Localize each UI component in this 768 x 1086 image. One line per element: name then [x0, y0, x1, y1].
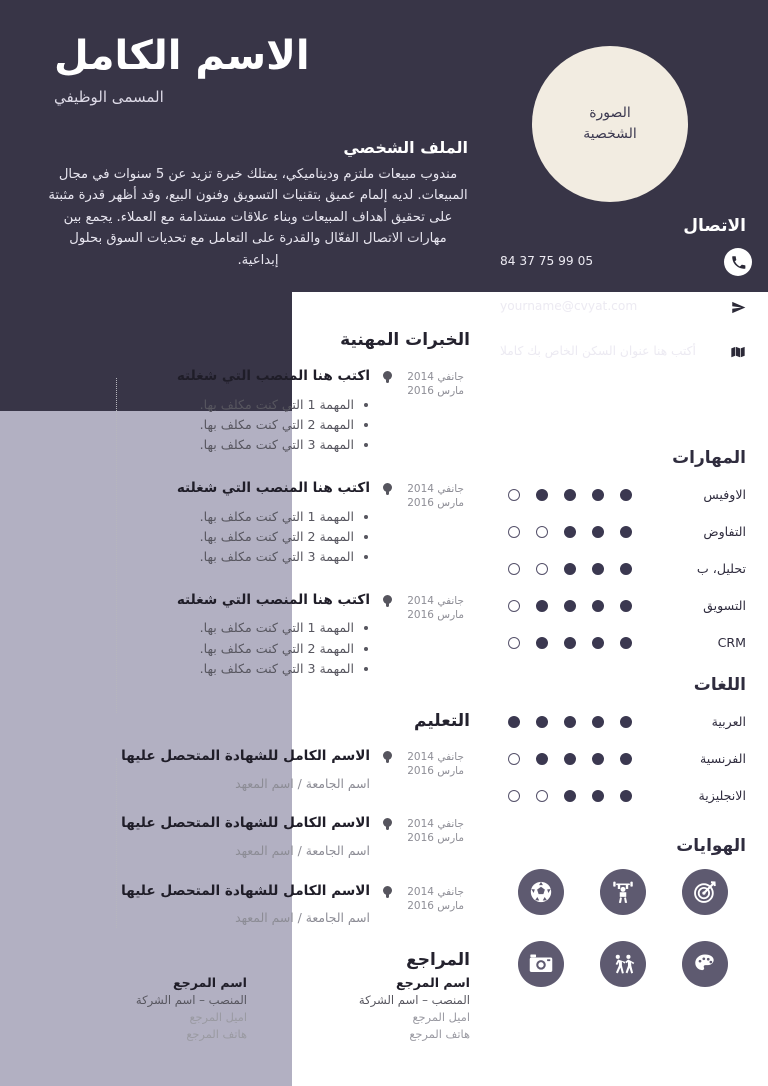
experience-bullet: المهمة 1 التي كنت مكلف بها. [24, 507, 370, 527]
language-rating-dots [490, 790, 644, 802]
language-rating-dots [490, 716, 644, 728]
timeline-pin-icon [383, 886, 392, 895]
experience-heading: الخبرات المهنية [340, 330, 470, 350]
skill-row [490, 482, 752, 507]
profile-photo-placeholder[interactable] [532, 46, 688, 202]
experience-bullet: المهمة 2 التي كنت مكلف بها. [24, 415, 370, 435]
rating-dot [508, 637, 520, 649]
reference-role: المنصب – اسم الشركة [135, 993, 247, 1007]
education-heading: التعليم [414, 711, 470, 731]
reference-item [247, 975, 470, 1042]
experience-entry [24, 592, 464, 680]
education-entry-dates [400, 748, 464, 778]
experience-entry [24, 480, 464, 568]
date-start: جانفي 2014 [407, 594, 464, 607]
skill-rating-dots [490, 600, 644, 612]
rating-dot [592, 753, 604, 765]
education-entry-body [24, 883, 374, 928]
rating-dot [592, 600, 604, 612]
rating-dot [508, 600, 520, 612]
photo-placeholder-line-2: الشخصية [583, 126, 637, 142]
date-end: مارس 2016 [407, 497, 464, 510]
rating-dot [508, 716, 520, 728]
dancing-icon [600, 941, 646, 987]
reference-name: اسم المرجع [173, 975, 247, 990]
references-list [24, 975, 470, 1042]
date-end: مارس 2016 [407, 832, 464, 845]
education-institution: اسم الجامعة / اسم المعهد [235, 910, 370, 926]
rating-dot [508, 563, 520, 575]
rating-dot [592, 526, 604, 538]
reference-phone: هاتف المرجع [409, 1026, 470, 1041]
contact-item-address[interactable] [490, 338, 752, 366]
education-entry-dates [400, 815, 464, 845]
experience-job-title: اكتب هنا المنصب التي شغلته [176, 368, 370, 384]
soccer-ball-icon [518, 869, 564, 915]
hobby-item-target[interactable] [664, 869, 746, 915]
rating-dot [564, 753, 576, 765]
rating-dot [592, 563, 604, 575]
experience-entry-dates [400, 368, 464, 398]
rating-dot [592, 716, 604, 728]
date-start: جانفي 2014 [407, 482, 464, 495]
hobby-item-photography[interactable] [500, 941, 582, 987]
timeline-pin-icon [383, 751, 392, 760]
contact-item-phone[interactable] [490, 248, 752, 276]
target-icon [682, 869, 728, 915]
weightlifting-icon [600, 869, 646, 915]
rating-dot [536, 790, 548, 802]
hobby-item-painting[interactable] [664, 941, 746, 987]
rating-dot [564, 563, 576, 575]
experience-job-title: اكتب هنا المنصب التي شغلته [176, 591, 370, 608]
date-end: مارس 2016 [407, 608, 464, 621]
skill-label: تحليل، ب [696, 561, 746, 576]
skill-rating-dots [490, 489, 644, 501]
rating-dot [536, 753, 548, 765]
timeline-pin-icon [383, 595, 392, 604]
skill-row [490, 556, 752, 581]
contact-phone-value: 05 99 75 37 84 [500, 254, 594, 269]
language-row [490, 746, 752, 771]
rating-dot [592, 637, 604, 649]
language-label: الانجليزية [698, 788, 746, 803]
skill-row [490, 519, 752, 544]
contact-email-value: yourname@cvyat.com [500, 299, 638, 314]
rating-dot [508, 489, 520, 501]
rating-dot [508, 526, 520, 538]
education-degree-title: الاسم الكامل للشهادة المتحصل عليها [121, 815, 370, 832]
timeline-rail [374, 592, 400, 680]
rating-dot [564, 637, 576, 649]
experience-bullets [24, 507, 370, 568]
rating-dot [536, 526, 548, 538]
skill-rating-dots [490, 563, 644, 575]
experience-bullet: المهمة 3 التي كنت مكلف بها. [24, 659, 370, 679]
skill-row [490, 593, 752, 618]
experience-bullet: المهمة 2 التي كنت مكلف بها. [24, 527, 370, 547]
reference-email: اميل المرجع [189, 1010, 247, 1024]
timeline-rail [374, 883, 400, 928]
experience-bullet: المهمة 1 التي كنت مكلف بها. [24, 395, 370, 415]
camera-icon [518, 941, 564, 987]
experience-entry-dates [400, 592, 464, 622]
experience-bullet: المهمة 2 التي كنت مكلف بها. [24, 639, 370, 659]
education-list [24, 748, 464, 928]
timeline-rail [374, 815, 400, 860]
skill-label: التفاوض [703, 524, 746, 539]
language-row [490, 709, 752, 734]
contact-address-value: أكتب هنا عنوان السكن الخاص بك كاملا [500, 344, 696, 359]
languages-heading: اللغات [693, 675, 746, 695]
contact-item-email[interactable] [490, 293, 752, 321]
education-entry-body [24, 815, 374, 860]
experience-bullet: المهمة 1 التي كنت مكلف بها. [24, 618, 370, 638]
profile-summary-section [24, 138, 468, 271]
hobby-item-soccer[interactable] [500, 869, 582, 915]
education-entry [24, 748, 464, 793]
reference-name: اسم المرجع [396, 975, 470, 990]
skill-label: الاوفيس [703, 487, 746, 502]
experience-entry-body [24, 592, 374, 680]
rating-dot [620, 716, 632, 728]
rating-dot [620, 753, 632, 765]
experience-bullets [24, 618, 370, 679]
education-degree-title: الاسم الكامل للشهادة المتحصل عليها [121, 882, 370, 899]
date-start: جانفي 2014 [407, 885, 464, 898]
rating-dot [592, 489, 604, 501]
language-label: العربية [711, 714, 746, 729]
reference-role: المنصب – اسم الشركة [358, 993, 470, 1007]
language-label: الفرنسية [700, 751, 746, 766]
rating-dot [508, 753, 520, 765]
paper-plane-icon [724, 293, 752, 321]
profile-heading: الملف الشخصي [343, 138, 468, 157]
rating-dot [620, 790, 632, 802]
education-entry-dates [400, 883, 464, 913]
date-end: مارس 2016 [407, 765, 464, 778]
rating-dot [620, 600, 632, 612]
job-title: المسمى الوظيفي [54, 88, 164, 106]
experience-entry-body [24, 480, 374, 568]
rating-dot [536, 600, 548, 612]
contact-list [490, 248, 752, 383]
language-row [490, 783, 752, 808]
experience-list [24, 368, 464, 680]
rating-dot [620, 563, 632, 575]
skill-rating-dots [490, 526, 644, 538]
rating-dot [564, 526, 576, 538]
experience-bullet: المهمة 3 التي كنت مكلف بها. [24, 547, 370, 567]
skills-list [490, 482, 752, 667]
reference-phone: هاتف المرجع [186, 1026, 247, 1041]
timeline-pin-icon [383, 818, 392, 827]
date-start: جانفي 2014 [407, 751, 464, 763]
skills-heading: المهارات [672, 448, 746, 468]
rating-dot [564, 600, 576, 612]
hobby-item-dancing[interactable] [582, 941, 664, 987]
rating-dot [536, 489, 548, 501]
education-institution: اسم الجامعة / اسم المعهد [235, 775, 370, 791]
experience-job-title: اكتب هنا المنصب التي شغلته [176, 479, 370, 496]
name-block [28, 34, 468, 106]
phone-icon [724, 248, 752, 276]
timeline-pin-icon [383, 371, 392, 380]
rating-dot [508, 790, 520, 802]
timeline-rail [374, 748, 400, 793]
references-heading: المراجع [406, 950, 470, 970]
education-entry-body [24, 748, 374, 793]
timeline-rail [374, 368, 400, 456]
hobbies-grid [498, 869, 746, 1013]
rating-dot [536, 637, 548, 649]
education-entry [24, 883, 464, 928]
reference-item [24, 975, 247, 1042]
palette-icon [682, 941, 728, 987]
rating-dot [564, 716, 576, 728]
experience-entry-dates [400, 480, 464, 510]
hobby-item-weightlifting[interactable] [582, 869, 664, 915]
timeline-rail [374, 480, 400, 568]
experience-entry [24, 368, 464, 456]
profile-text: مندوب مبيعات ملتزم وديناميكي، يمتلك خبرة تزيد عن 5 سنوات في مجال المبيعات. لديه إلمام عميق بتقنيات التسويق وفنون البيع، وقد أظهر قدرة مثبتة على تحقيق أهداف المبيعات وبناء علاقات مستدامة مع العملاء. يجمع بين مهارات الاتصال الفعّال والقدرة على التعامل مع تحديات السوق بحلول إبداعية. [48, 167, 468, 268]
languages-list [490, 709, 752, 820]
contact-heading: الاتصال [683, 216, 746, 236]
date-start: جانفي 2014 [407, 371, 464, 383]
rating-dot [620, 489, 632, 501]
language-rating-dots [490, 753, 644, 765]
rating-dot [536, 716, 548, 728]
education-entry [24, 815, 464, 860]
education-institution: اسم الجامعة / اسم المعهد [235, 842, 370, 858]
rating-dot [620, 526, 632, 538]
photo-placeholder-line-1: الصورة [589, 105, 631, 121]
rating-dot [620, 637, 632, 649]
hobbies-heading: الهوايات [676, 836, 746, 856]
date-end: مارس 2016 [407, 899, 464, 912]
skill-label: CRM [717, 635, 746, 650]
rating-dot [564, 790, 576, 802]
date-start: جانفي 2014 [407, 818, 464, 831]
reference-email: اميل المرجع [412, 1010, 470, 1024]
full-name: الاسم الكامل [54, 33, 310, 79]
education-degree-title: الاسم الكامل للشهادة المتحصل عليها [121, 748, 370, 764]
experience-bullets [24, 395, 370, 456]
rating-dot [564, 489, 576, 501]
timeline-pin-icon [383, 483, 392, 492]
experience-bullet: المهمة 3 التي كنت مكلف بها. [24, 435, 370, 455]
skill-row [490, 630, 752, 655]
skill-label: التسويق [703, 598, 746, 613]
map-icon [724, 338, 752, 366]
date-end: مارس 2016 [407, 385, 464, 398]
skill-rating-dots [490, 637, 644, 649]
experience-entry-body [24, 368, 374, 456]
rating-dot [592, 790, 604, 802]
rating-dot [536, 563, 548, 575]
